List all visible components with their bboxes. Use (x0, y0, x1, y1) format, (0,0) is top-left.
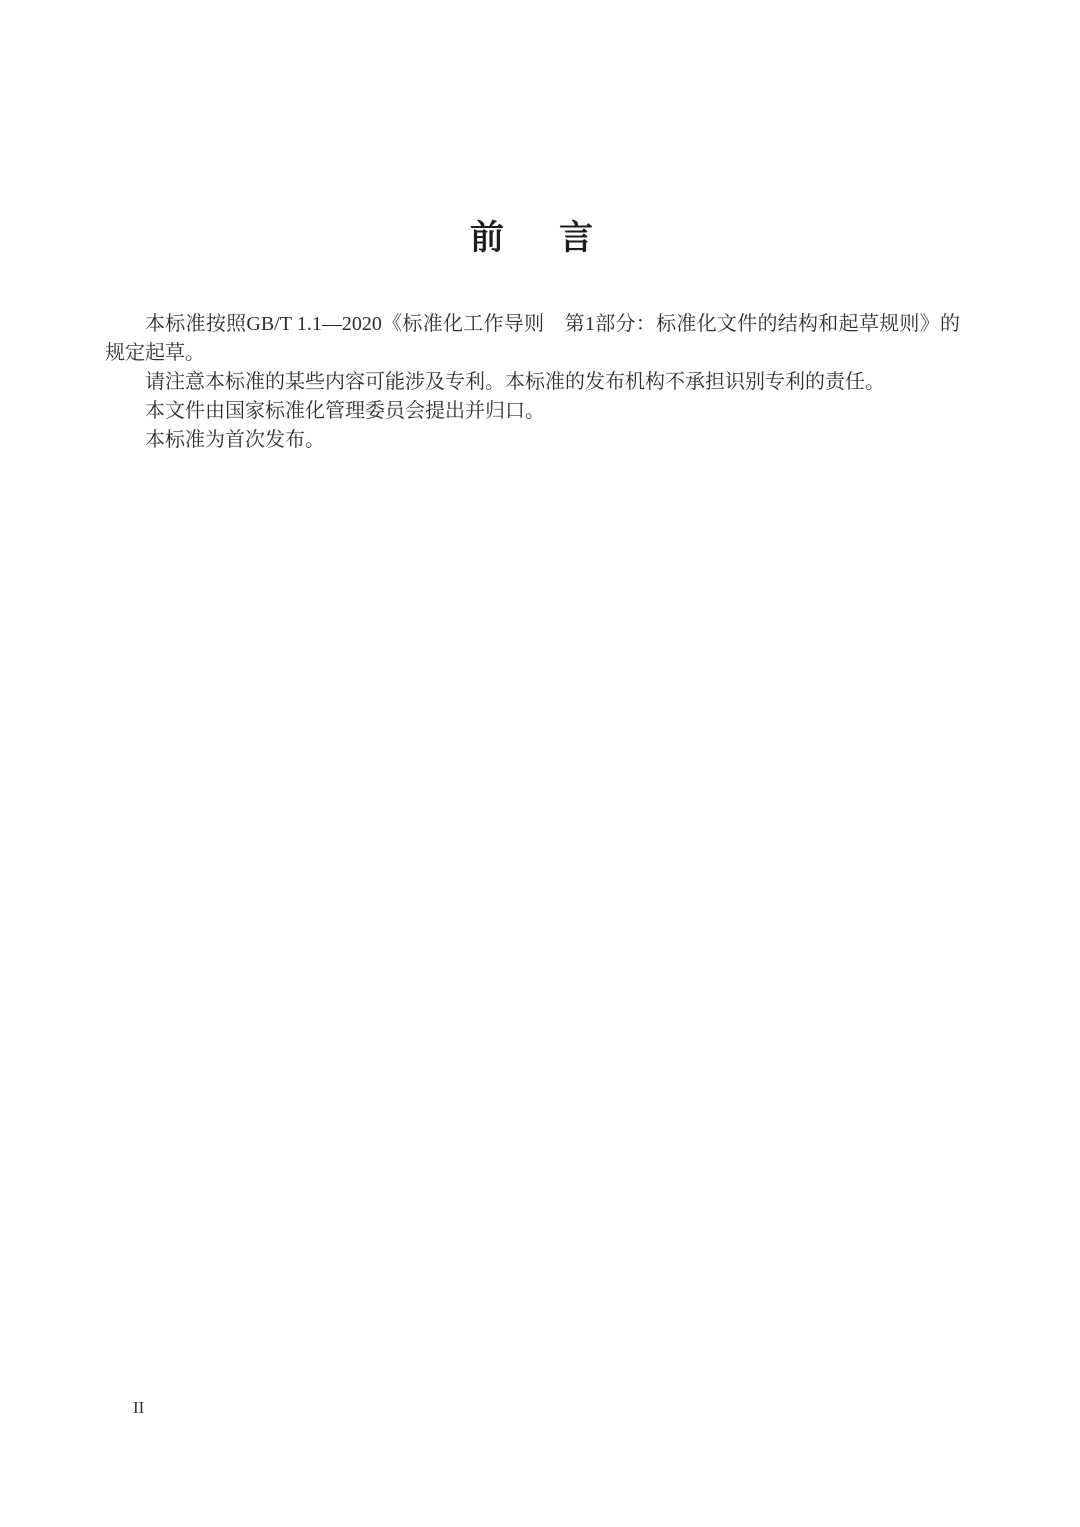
paragraph-first-release: 本标准为首次发布。 (145, 429, 325, 451)
page-number: II (133, 1398, 145, 1417)
foreword-body (105, 310, 960, 455)
paragraph-issuing-body: 本文件由国家标准化管理委员会提出并归口。 (145, 400, 545, 422)
foreword-title: 前言 (470, 219, 648, 257)
paragraph-patent-notice: 请注意本标准的某些内容可能涉及专利。本标准的发布机构不承担识别专利的责任。 (145, 371, 885, 393)
paragraph-drafting-rules: 本标准按照GB/T 1.1—2020《标准化工作导则 第1部分：标准化文件的结构和起草规则》的规定起草。 (105, 313, 960, 364)
